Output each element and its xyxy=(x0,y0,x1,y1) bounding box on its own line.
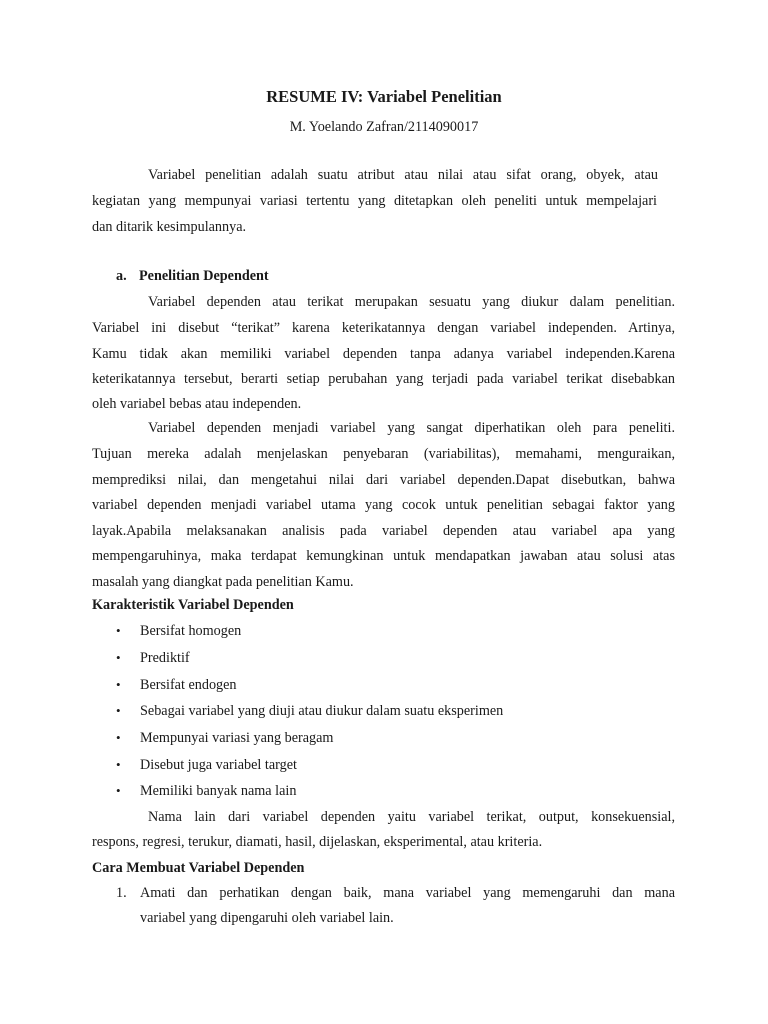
bullet-icon: • xyxy=(116,703,121,718)
bullet-icon: • xyxy=(116,650,121,665)
bullet-icon: • xyxy=(116,783,121,798)
paragraph-line: Variabel ini disebut “terikat” karena keterikatannya dengan variabel independen. Artinya, xyxy=(92,320,675,336)
list-item: Bersifat endogen xyxy=(140,677,237,693)
paragraph-line: Tujuan mereka adalah menjelaskan penyebaran (variabilitas), memahami, menguraikan, xyxy=(92,446,675,462)
document-title: RESUME IV: Variabel Penelitian xyxy=(266,87,502,106)
paragraph-line: keterikatannya tersebut, berarti setiap perubahan yang terjadi pada variabel terikat disebabkan xyxy=(92,371,675,387)
paragraph-line: Nama lain dari variabel dependen yaitu variabel terikat, output, konsekuensial, xyxy=(148,809,675,825)
paragraph-line: layak.Apabila melaksanakan analisis pada variabel dependen atau variabel apa yang xyxy=(92,523,675,539)
list-item-line: Amati dan perhatikan dengan baik, mana variabel yang memengaruhi dan mana xyxy=(140,885,675,901)
intro-line: dan ditarik kesimpulannya. xyxy=(92,219,247,235)
bullet-icon: • xyxy=(116,677,121,692)
paragraph-line: Variabel dependen menjadi variabel yang sangat diperhatikan oleh para peneliti. xyxy=(148,420,675,436)
author-line: M. Yoelando Zafran/2114090017 xyxy=(289,119,479,135)
section-marker: a. xyxy=(116,268,127,284)
paragraph-line: variabel dependen menjadi variabel utama yang cocok untuk penelitian sebagai faktor yang xyxy=(92,497,675,513)
bullet-icon: • xyxy=(116,730,121,745)
list-item-line: variabel yang dipengaruhi oleh variabel lain. xyxy=(140,910,394,926)
paragraph-line: mempengaruhinya, maka terdapat kemungkinan untuk mendapatkan jawaban atau solusi atas xyxy=(92,548,675,564)
bullet-icon: • xyxy=(116,623,121,638)
intro-line: kegiatan yang mempunyai variasi tertentu yang ditetapkan oleh peneliti untuk mempelajari xyxy=(92,193,657,209)
karakteristik-heading: Karakteristik Variabel Dependen xyxy=(92,597,294,613)
section-heading: Penelitian Dependent xyxy=(139,268,269,284)
list-item: Bersifat homogen xyxy=(140,623,242,639)
paragraph-line: masalah yang diangkat pada penelitian Kamu. xyxy=(92,574,354,590)
intro-line: Variabel penelitian adalah suatu atribut atau nilai atau sifat orang, obyek, atau xyxy=(148,167,658,183)
list-item: Sebagai variabel yang diuji atau diukur dalam suatu eksperimen xyxy=(140,703,504,719)
list-item: Mempunyai variasi yang beragam xyxy=(140,730,334,746)
paragraph-line: Kamu tidak akan memiliki variabel dependen tanpa adanya variabel independen.Karena xyxy=(92,346,675,362)
paragraph-line: memprediksi nilai, dan mengetahui nilai dari variabel dependen.Dapat disebutkan, bahwa xyxy=(92,472,675,488)
bullet-icon: • xyxy=(116,757,121,772)
paragraph-line: Variabel dependen atau terikat merupakan sesuatu yang diukur dalam penelitian. xyxy=(148,294,675,310)
paragraph-line: respons, regresi, terukur, diamati, hasil, dijelaskan, eksperimental, atau kriteria. xyxy=(92,834,543,850)
paragraph-line: oleh variabel bebas atau independen. xyxy=(92,396,302,412)
list-item: Prediktif xyxy=(140,650,190,666)
list-number: 1. xyxy=(116,885,127,901)
cara-heading: Cara Membuat Variabel Dependen xyxy=(92,860,305,876)
list-item: Disebut juga variabel target xyxy=(140,757,297,773)
list-item: Memiliki banyak nama lain xyxy=(140,783,297,799)
